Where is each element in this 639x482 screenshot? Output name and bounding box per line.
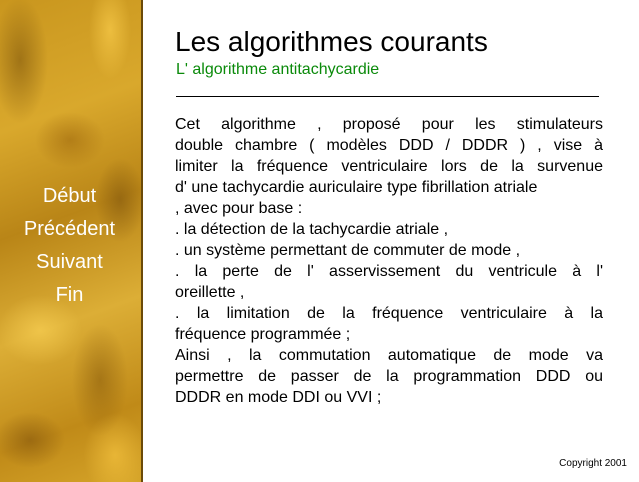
slide-navigation [0,180,139,312]
body-line: . la perte de l' asservissement du ventricule à l' [175,263,603,280]
nav-fin-link[interactable]: Fin [55,284,84,306]
slide-title: Les algorithmes courants [175,26,488,57]
body-line: . la détection de la tachycardie atriale , [175,221,449,238]
nav-suivant-link[interactable]: Suivant [36,251,103,273]
body-line: oreillette , [175,284,245,301]
body-line: . un système permettant de commuter de mode , [175,242,521,259]
body-line: limiter la fréquence ventriculaire lors de la survenue [175,158,603,175]
body-line: , avec pour base : [175,200,303,217]
body-line: DDDR en mode DDI ou VVI ; [175,389,382,406]
body-line: permettre de passer de la programmation DDD ou [175,368,603,385]
body-line: . la limitation de la fréquence ventriculaire à la [175,305,603,322]
body-line: double chambre ( modèles DDD / DDDR ) , vise à [175,137,603,154]
slide-body [175,114,603,408]
nav-debut-link[interactable]: Début [42,185,97,207]
slide-subtitle: L' algorithme antitachycardie [176,61,380,78]
copyright-notice: Copyright 2001 [559,458,627,469]
body-line: fréquence programmée ; [175,326,351,343]
body-line: Ainsi , la commutation automatique de mode va [175,347,603,364]
sidebar-panel [0,0,143,482]
body-line: Cet algorithme , proposé pour les stimulateurs [175,116,603,133]
title-divider [176,96,599,97]
body-line: d' une tachycardie auriculaire type fibrillation atriale [175,179,538,196]
nav-precedent-link[interactable]: Précédent [23,218,116,240]
